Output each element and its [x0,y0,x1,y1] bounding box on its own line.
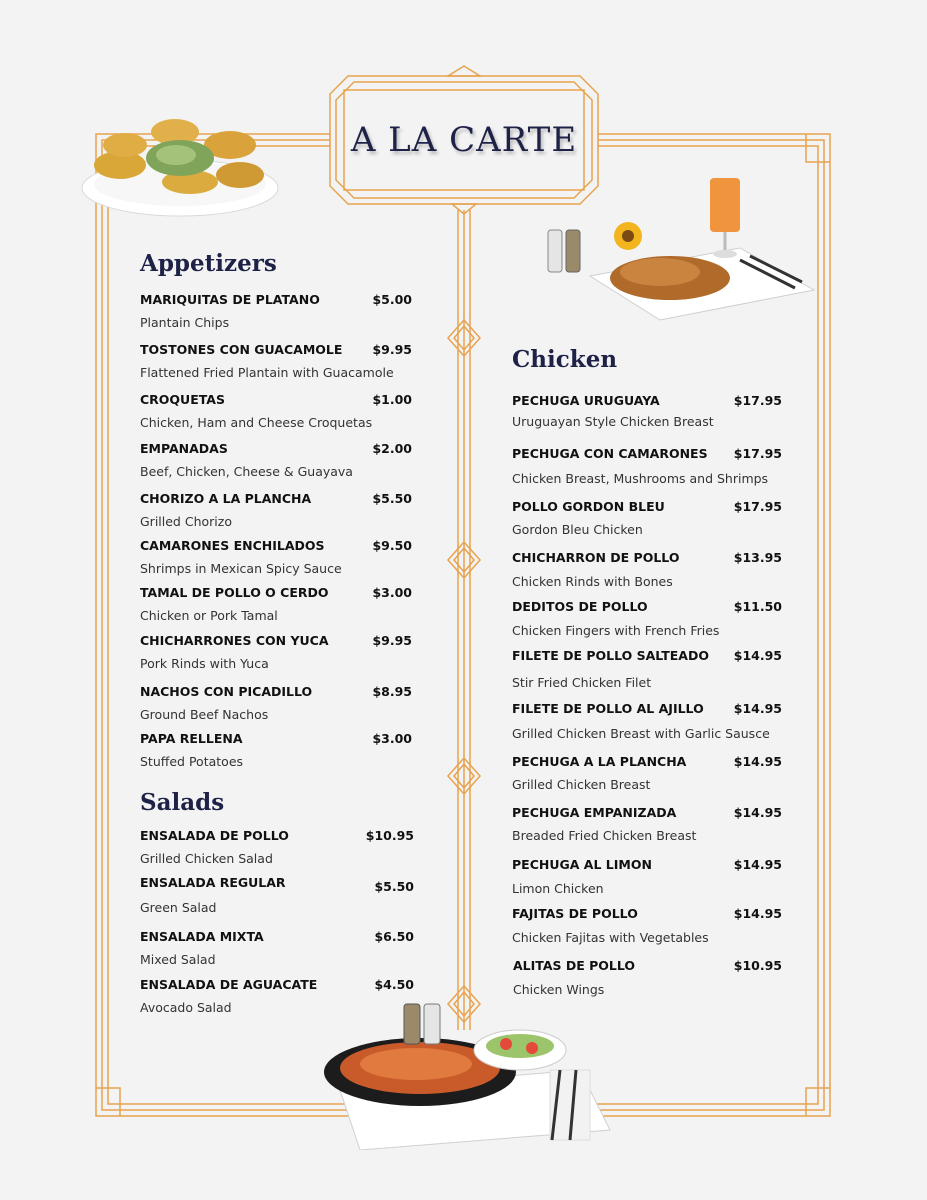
item-name: ENSALADA REGULAR [140,875,286,890]
item-price: $17.95 [733,446,782,461]
item-price: $3.00 [372,585,412,600]
chicken-plate-photo [540,168,820,328]
tostones-guacamole-photo [80,110,280,220]
item-desc: Chicken Breast, Mushrooms and Shrimps [512,471,769,486]
item-desc: Flattened Fried Plantain with Guacamole [140,365,394,380]
item-desc: Gordon Bleu Chicken [512,522,643,537]
item-price: $10.95 [733,958,782,973]
item-price: $17.95 [733,393,782,408]
item-desc: Grilled Chicken Salad [140,851,273,866]
item-name: MARIQUITAS DE PLATANO [140,292,320,307]
item-price: $5.00 [372,292,412,307]
item-name: DEDITOS DE POLLO [512,599,648,614]
item-price: $8.95 [372,684,412,699]
item-desc: Chicken or Pork Tamal [140,608,278,623]
item-price: $14.95 [733,648,782,663]
item-price: $17.95 [733,499,782,514]
item-name: POLLO GORDON BLEU [512,499,665,514]
item-name: PECHUGA URUGUAYA [512,393,660,408]
item-price: $3.00 [372,731,412,746]
item-price: $10.95 [365,828,414,843]
item-name: ENSALADA DE AGUACATE [140,977,318,992]
item-desc: Uruguayan Style Chicken Breast [512,414,714,429]
item-name: EMPANADAS [140,441,228,456]
item-name: CHORIZO A LA PLANCHA [140,491,312,506]
item-price: $14.95 [733,906,782,921]
item-name: CROQUETAS [140,392,225,407]
item-price: $13.95 [733,550,782,565]
item-price: $2.00 [372,441,412,456]
item-desc: Mixed Salad [140,952,216,967]
item-price: $5.50 [372,491,412,506]
item-desc: Green Salad [140,900,217,915]
item-desc: Limon Chicken [512,881,604,896]
item-desc: Chicken, Ham and Cheese Croquetas [140,415,373,430]
item-desc: Ground Beef Nachos [140,707,269,722]
item-name: FILETE DE POLLO SALTEADO [512,648,709,663]
item-desc: Shrimps in Mexican Spicy Sauce [140,561,342,576]
item-name: FAJITAS DE POLLO [512,906,638,921]
item-desc: Avocado Salad [140,1000,232,1015]
item-name: ALITAS DE POLLO [513,958,636,973]
item-name: ENSALADA MIXTA [140,929,264,944]
item-desc: Grilled Chorizo [140,514,232,529]
item-price: $14.95 [733,805,782,820]
salads-heading: Salads [140,789,225,816]
item-name: PECHUGA A LA PLANCHA [512,754,687,769]
item-price: $14.95 [733,857,782,872]
item-desc: Chicken Wings [513,982,605,997]
item-name: PECHUGA AL LIMON [512,857,652,872]
item-desc: Chicken Fingers with French Fries [512,623,720,638]
item-name: CHICHARRONES CON YUCA [140,633,329,648]
item-price: $14.95 [733,754,782,769]
item-name: PECHUGA EMPANIZADA [512,805,677,820]
item-name: NACHOS CON PICADILLO [140,684,313,699]
item-name: CAMARONES ENCHILADOS [140,538,325,553]
item-price: $1.00 [372,392,412,407]
item-name: CHICHARRON DE POLLO [512,550,680,565]
item-desc: Stuffed Potatoes [140,754,244,769]
chicken-heading: Chicken [512,346,618,373]
item-price: $4.50 [374,977,414,992]
item-name: TOSTONES CON GUACAMOLE [140,342,343,357]
item-desc: Chicken Rinds with Bones [512,574,673,589]
item-price: $9.95 [372,342,412,357]
item-name: FILETE DE POLLO AL AJILLO [512,701,704,716]
item-desc: Plantain Chips [140,315,230,330]
item-desc: Grilled Chicken Breast with Garlic Sausce [512,726,770,741]
item-desc: Grilled Chicken Breast [512,777,651,792]
item-name: TAMAL DE POLLO O CERDO [140,585,329,600]
skillet-salad-photo [320,1000,620,1150]
item-name: PECHUGA CON CAMARONES [512,446,708,461]
item-price: $9.50 [372,538,412,553]
item-desc: Beef, Chicken, Cheese & Guayava [140,464,353,479]
item-desc: Stir Fried Chicken Filet [512,675,652,690]
item-price: $5.50 [374,879,414,894]
item-desc: Chicken Fajitas with Vegetables [512,930,709,945]
item-price: $9.95 [372,633,412,648]
page-title: A LA CARTE [350,120,578,160]
item-name: PAPA RELLENA [140,731,243,746]
item-desc: Pork Rinds with Yuca [140,656,269,671]
item-price: $14.95 [733,701,782,716]
item-price: $6.50 [374,929,414,944]
appetizers-heading: Appetizers [140,250,277,277]
item-desc: Breaded Fried Chicken Breast [512,828,697,843]
item-name: ENSALADA DE POLLO [140,828,289,843]
item-price: $11.50 [733,599,782,614]
